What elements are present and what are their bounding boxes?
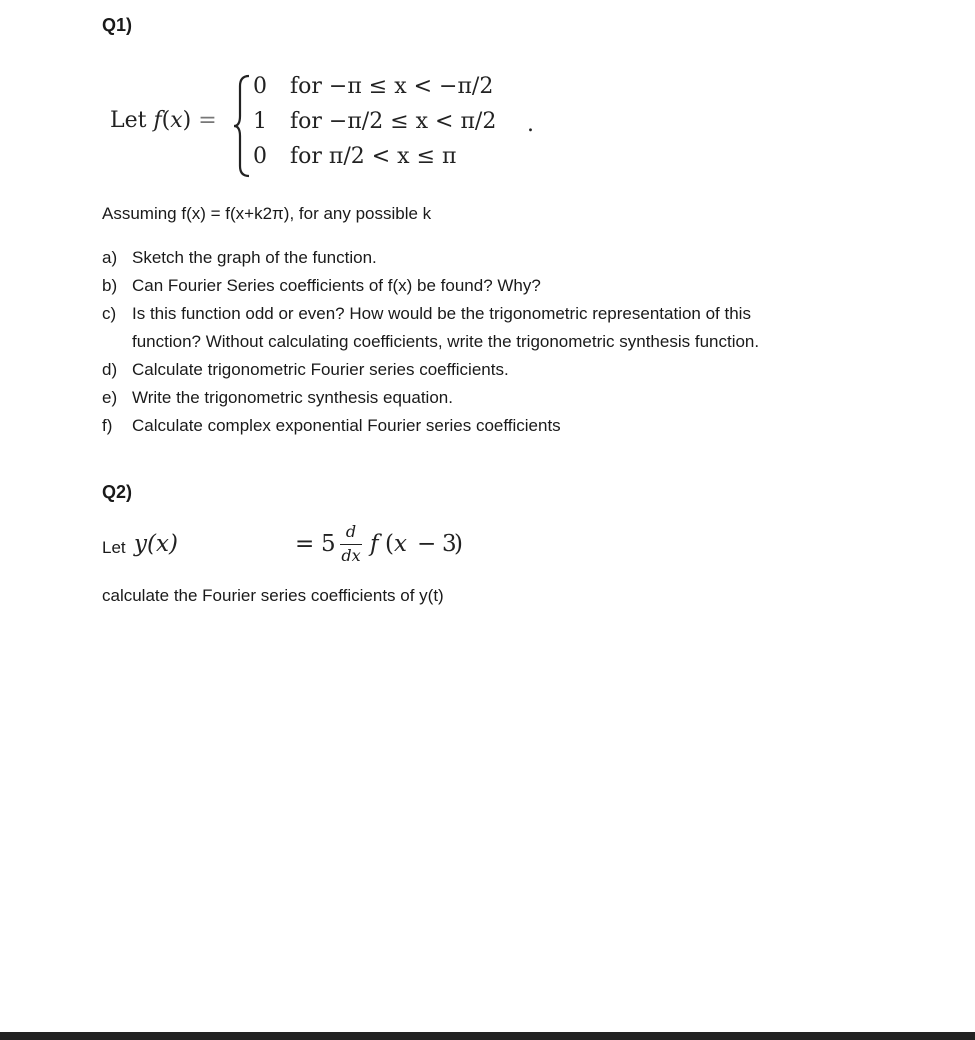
list-item-text: Can Fourier Series coefficients of f(x) be found? Why? (132, 276, 541, 295)
list-item (102, 412, 759, 440)
q1-task-list (102, 244, 759, 440)
rhs-constant: 3 (442, 531, 457, 557)
q2-instruction: calculate the Fourier series coefficients of y(t) (102, 586, 444, 605)
equals-sign: = (295, 531, 315, 557)
case-value: 0 (253, 144, 267, 169)
let-function-label (110, 108, 217, 133)
rhs-arg-open: ( (385, 531, 394, 557)
list-marker: a) (102, 248, 118, 267)
case-condition: for π/2 < x ≤ π (290, 144, 457, 169)
let-word: Let (102, 538, 126, 557)
list-marker: f) (102, 416, 113, 435)
list-item-text: Calculate complex exponential Fourier series coefficients (132, 416, 561, 435)
rhs-variable: x (394, 531, 407, 557)
case-condition: for −π/2 ≤ x < π/2 (290, 109, 497, 134)
trailing-period: . (527, 112, 534, 137)
rhs-function-name: f (370, 531, 379, 557)
function-variable: x (170, 108, 183, 133)
q1-heading: Q1) (102, 15, 133, 35)
bottom-bar (0, 1032, 975, 1040)
case-value: 1 (253, 109, 267, 134)
list-item-text: Calculate trigonometric Fourier series coefficients. (132, 360, 509, 379)
list-item (102, 356, 759, 384)
list-marker: c) (102, 304, 117, 323)
derivative-fraction (336, 522, 366, 566)
list-item (102, 384, 759, 412)
fraction-numerator: d (345, 522, 357, 541)
q2-heading: Q2) (102, 482, 133, 502)
equation-lhs: y(x) (134, 531, 178, 557)
fraction-bar (340, 544, 362, 545)
case-condition: for −π ≤ x < −π/2 (290, 74, 494, 99)
coefficient: 5 (321, 531, 336, 557)
list-item-text: Is this function odd or even? How would be the trigonometric representation of this (132, 304, 751, 323)
function-name: f (153, 108, 162, 133)
equals-sign: = (198, 108, 217, 133)
left-brace-icon (232, 74, 252, 178)
list-item-text: Write the trigonometric synthesis equation. (132, 388, 453, 407)
arg-open: ( (161, 108, 171, 133)
list-marker: e) (102, 388, 118, 407)
list-item (102, 244, 759, 272)
list-item (102, 272, 759, 300)
list-marker: d) (102, 360, 118, 379)
arg-close: ) (182, 108, 192, 133)
list-item (102, 300, 759, 356)
list-marker: b) (102, 276, 118, 295)
list-item-text-continuation: function? Without calculating coefficients, write the trigonometric synthesis function. (132, 332, 760, 351)
periodicity-assumption: Assuming f(x) = f(x+k2π), for any possible k (102, 204, 432, 223)
rhs-minus: − (417, 531, 437, 557)
case-value: 0 (253, 74, 267, 99)
fraction-denominator: dx (341, 546, 361, 566)
list-item-text: Sketch the graph of the function. (132, 248, 377, 267)
let-word: Let (110, 108, 147, 133)
rhs-arg-close: ) (454, 531, 463, 557)
